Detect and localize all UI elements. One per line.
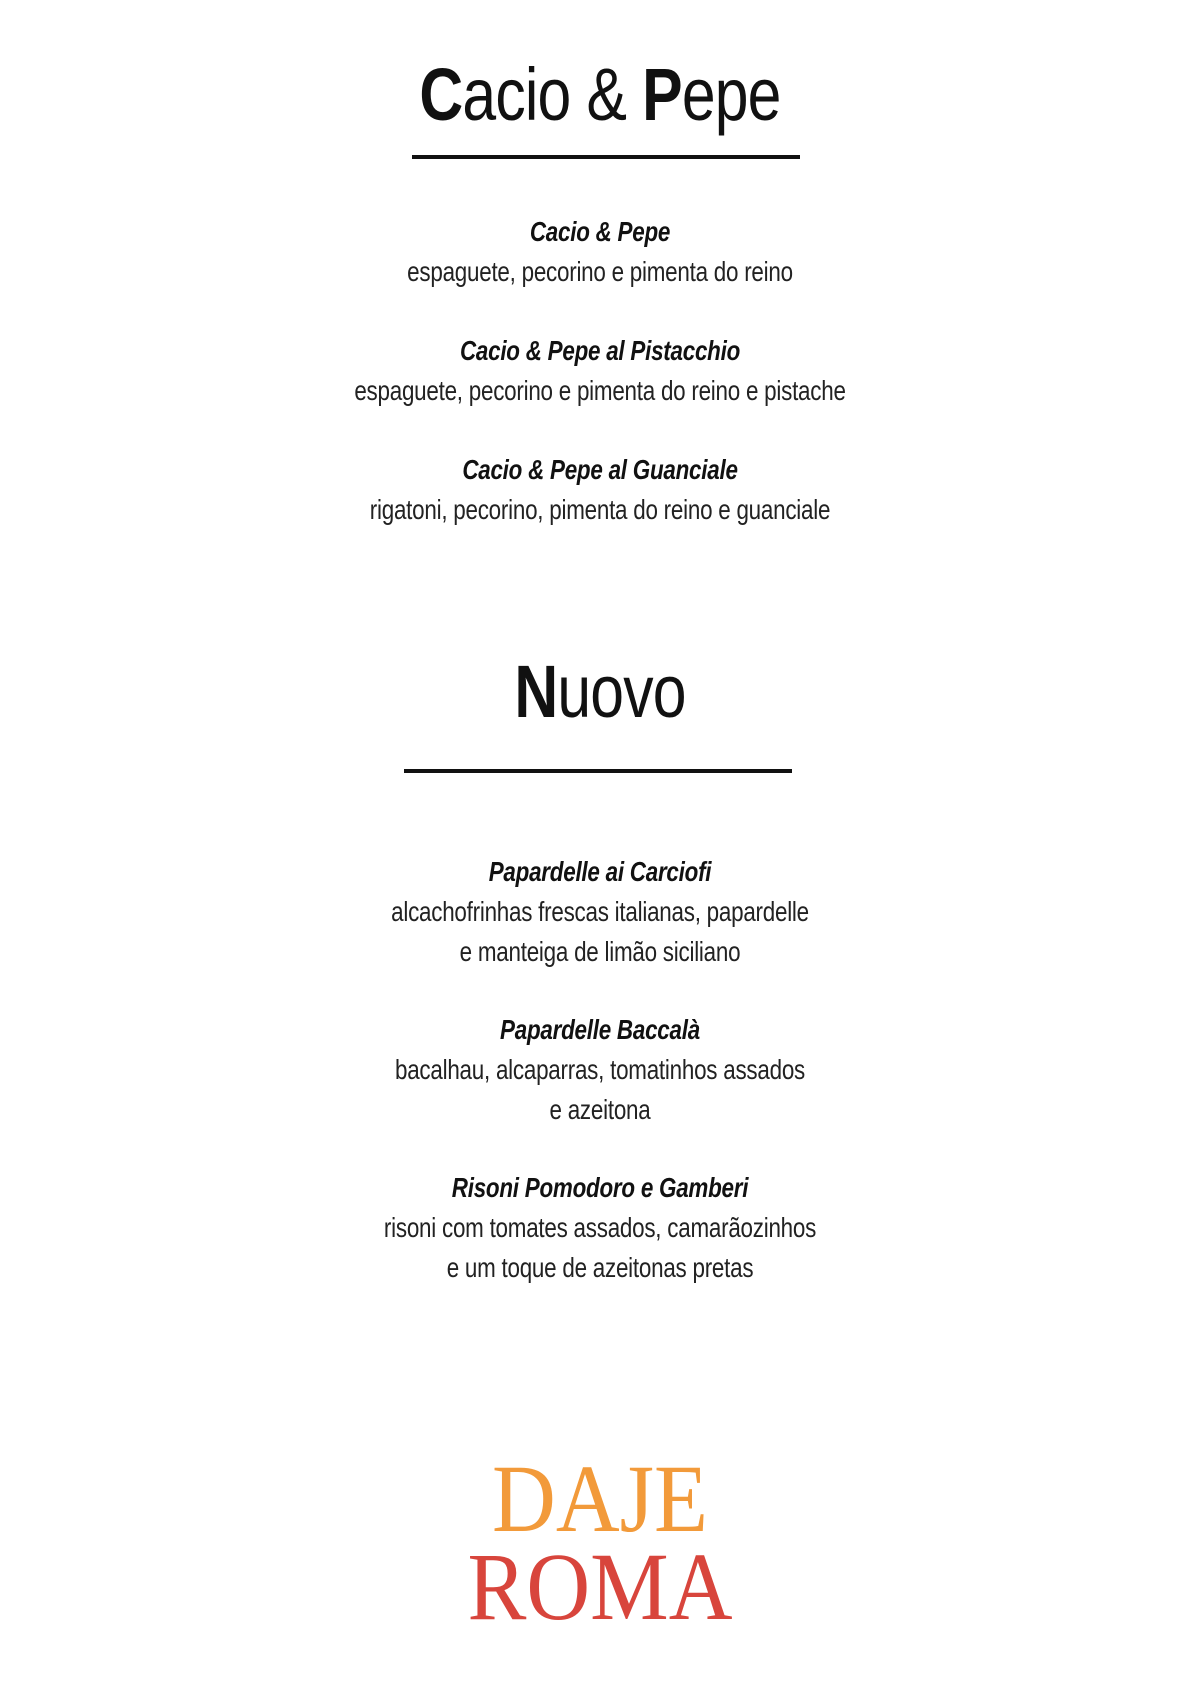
menu-item bbox=[0, 1168, 1200, 1288]
menu-item-name: Cacio & Pepe al Guanciale bbox=[462, 454, 738, 485]
menu-item-description: espaguete, pecorino e pimenta do reino e pistache bbox=[354, 375, 846, 406]
menu-item-description: rigatoni, pecorino, pimenta do reino e guanciale bbox=[369, 494, 831, 525]
section-divider bbox=[404, 769, 792, 773]
menu-item-description: risoni com tomates assados, camarãozinhos e um toque de azeitonas pretas bbox=[383, 1212, 817, 1283]
daje-roma-logo bbox=[0, 1445, 1200, 1640]
menu-item bbox=[0, 331, 1200, 411]
menu-item bbox=[0, 852, 1200, 972]
section-title-nuovo: Nuovo bbox=[514, 650, 686, 733]
menu-item-name: Papardelle Baccalà bbox=[500, 1014, 700, 1045]
menu-item-name: Papardelle ai Carciofi bbox=[488, 856, 712, 887]
section-divider bbox=[412, 155, 800, 159]
menu-item bbox=[0, 212, 1200, 292]
logo-line-top: DAJE bbox=[492, 1445, 708, 1552]
section-title-cacio-pepe: Cacio & Pepe bbox=[419, 53, 781, 136]
logo-line-bottom: ROMA bbox=[467, 1533, 733, 1640]
menu-item-name: Cacio & Pepe bbox=[529, 216, 671, 247]
menu-item-description: alcachofrinhas frescas italianas, papardelle e manteiga de limão siciliano bbox=[391, 896, 809, 967]
menu-item-description: bacalhau, alcaparras, tomatinhos assados e azeitona bbox=[394, 1054, 806, 1125]
menu-item-description: espaguete, pecorino e pimenta do reino bbox=[407, 256, 793, 287]
menu-item bbox=[0, 450, 1200, 530]
menu-item-name: Risoni Pomodoro e Gamberi bbox=[451, 1172, 749, 1203]
menu-item-name: Cacio & Pepe al Pistacchio bbox=[459, 335, 741, 366]
menu-item bbox=[0, 1010, 1200, 1130]
